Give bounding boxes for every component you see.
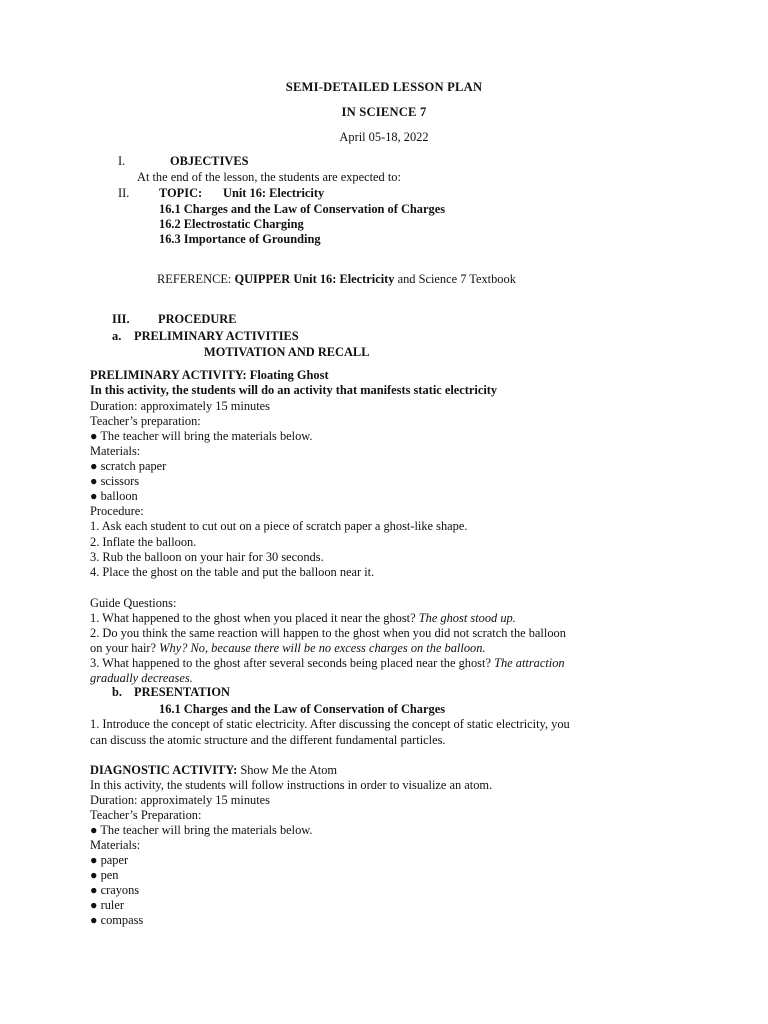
topic-item: 16.3 Importance of Grounding — [159, 232, 321, 246]
list-item: ● pen — [90, 868, 119, 882]
list-item: ● compass — [90, 913, 144, 927]
guide-question-2-line2 — [90, 641, 486, 656]
answer-text: The attraction — [494, 656, 565, 670]
diagnostic-heading — [90, 763, 337, 778]
guide-answer-3-line2: gradually decreases. — [90, 671, 193, 685]
diagnostic-prep-label: Teacher’s Preparation: — [90, 808, 202, 822]
procedure-step: 2. Inflate the balloon. — [90, 535, 197, 549]
presentation-subheading: 16.1 Charges and the Law of Conservation of Charges — [159, 702, 446, 716]
diagnostic-prep-item: ● The teacher will bring the materials below. — [90, 823, 313, 837]
topic-item: 16.2 Electrostatic Charging — [159, 217, 304, 231]
preliminary-duration: Duration: approximately 15 minutes — [90, 399, 270, 413]
topic-item: 16.1 Charges and the Law of Conservation of Charges — [159, 202, 446, 216]
topic-numeral: II. — [118, 186, 130, 200]
procedure-step: 3. Rub the balloon on your hair for 30 seconds. — [90, 550, 324, 564]
question-text: 3. What happened to the ghost after several seconds being placed near the ghost? — [90, 656, 491, 670]
diagnostic-materials-label: Materials: — [90, 838, 141, 852]
procedure-numeral: III. — [112, 312, 130, 326]
diagnostic-label: DIAGNOSTIC ACTIVITY: — [90, 763, 238, 777]
procedure-sub-a-marker: a. — [112, 329, 122, 343]
objectives-numeral: I. — [118, 154, 126, 168]
question-text: 1. What happened to the ghost when you placed it near the ghost? — [90, 611, 416, 625]
guide-question-2-line1: 2. Do you think the same reaction will happen to the ghost when you did not scratch the balloon — [90, 626, 566, 640]
procedure-heading: PROCEDURE — [158, 312, 237, 326]
guide-questions-label: Guide Questions: — [90, 596, 177, 610]
page-title: SEMI-DETAILED LESSON PLAN — [285, 80, 483, 94]
objectives-heading: OBJECTIVES — [170, 154, 249, 168]
diagnostic-lead: In this activity, the students will follow instructions in order to visualize an atom. — [90, 778, 493, 792]
topic-label: TOPIC: — [159, 186, 203, 200]
procedure-sub-a: PRELIMINARY ACTIVITIES — [134, 329, 299, 343]
guide-question-3 — [90, 656, 565, 671]
list-item: ● ruler — [90, 898, 124, 912]
list-item: ● balloon — [90, 489, 138, 503]
procedure-step: 4. Place the ghost on the table and put the balloon near it. — [90, 565, 375, 579]
reference-line — [157, 272, 516, 287]
objectives-intro: At the end of the lesson, the students are expected to: — [137, 170, 401, 184]
answer-text: Why? No, because there will be no excess charges on the balloon. — [159, 641, 486, 655]
preliminary-prep-label: Teacher’s preparation: — [90, 414, 201, 428]
topic-unit: Unit 16: Electricity — [223, 186, 325, 200]
presentation-paragraph-line2: can discuss the atomic structure and the different fundamental particles. — [90, 733, 446, 747]
lesson-date: April 05-18, 2022 — [339, 130, 429, 144]
procedure-sub-a-title: MOTIVATION AND RECALL — [204, 345, 370, 359]
procedure-step: 1. Ask each student to cut out on a piece of scratch paper a ghost-like shape. — [90, 519, 468, 533]
presentation-heading: PRESENTATION — [134, 685, 230, 699]
preliminary-lead: In this activity, the students will do an activity that manifests static electricity — [90, 383, 498, 397]
presentation-paragraph-line1: 1. Introduce the concept of static electricity. After discussing the concept of static electricity, you — [90, 717, 570, 731]
reference-rest: and Science 7 Textbook — [397, 272, 516, 286]
diagnostic-duration: Duration: approximately 15 minutes — [90, 793, 270, 807]
page-subtitle: IN SCIENCE 7 — [341, 105, 427, 119]
list-item: ● scratch paper — [90, 459, 167, 473]
preliminary-heading: PRELIMINARY ACTIVITY: Floating Ghost — [90, 368, 329, 382]
list-item: ● paper — [90, 853, 129, 867]
list-item: ● scissors — [90, 474, 140, 488]
answer-text: The ghost stood up. — [418, 611, 516, 625]
question-text: on your hair? — [90, 641, 157, 655]
diagnostic-name: Show Me the Atom — [240, 763, 338, 777]
presentation-marker: b. — [112, 685, 122, 699]
list-item: ● crayons — [90, 883, 140, 897]
reference-source: QUIPPER Unit 16: Electricity — [234, 272, 395, 286]
preliminary-materials-label: Materials: — [90, 444, 141, 458]
guide-question-1 — [90, 611, 516, 626]
preliminary-prep-item: ● The teacher will bring the materials below. — [90, 429, 313, 443]
preliminary-procedure-label: Procedure: — [90, 504, 144, 518]
reference-label: REFERENCE: — [157, 272, 232, 286]
